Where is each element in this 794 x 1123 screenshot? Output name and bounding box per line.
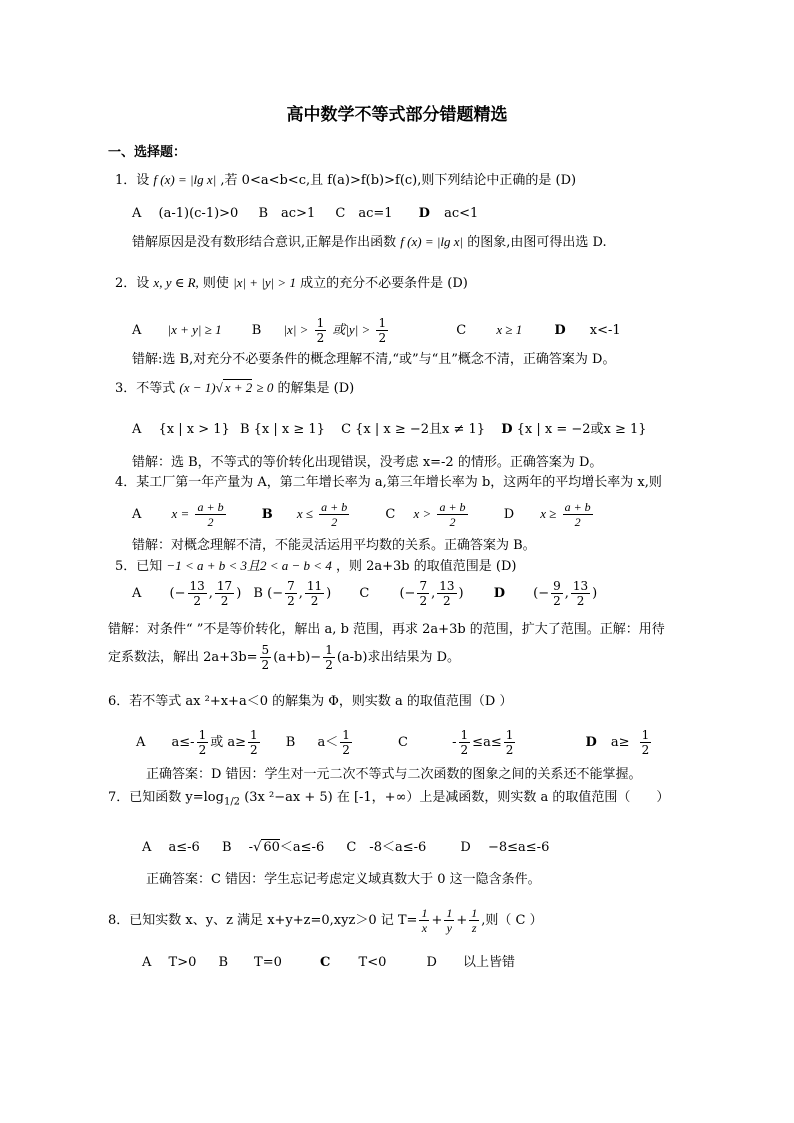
question-2-stem: 2．设 x, y ∈ R, 则使 |x| + |y| > 1 成立的充分不必要条件是 (D)	[115, 275, 468, 291]
option-d-label: D	[501, 422, 513, 437]
question-5-note-line1: 错解：对条件“ ”不是等价转化，解出 a, b 范围，再求 2a+3b 的范围，扩大了范围。正解：用待	[108, 622, 665, 637]
sqrt-sign: √	[253, 840, 262, 855]
question-1-note: 错解原因是没有数形结合意识,正解是作出函数 f (x) = |lg x| 的图象,由图可得出选 D.	[132, 234, 607, 250]
option-a: A T>0	[142, 955, 197, 970]
question-7-options: A a≤-6 B -√ 60＜a≤-6 C -8＜a≤-6 D −8≤a≤-6	[142, 840, 550, 855]
option-a: A (a-1)(c-1)>0	[132, 206, 239, 221]
question-7-note: 正确答案：C 错因：学生忘记考虑定义域真数大于 0 这一隐含条件。	[146, 872, 541, 887]
option-c-label: C	[320, 955, 331, 970]
question-1-stem: 1．设 f (x) = |lg x| ,若 0<a<b<c,且 f(a)>f(b)>f(c),则下列结论中正确的是 (D)	[115, 172, 577, 188]
section-heading: 一、选择题：	[108, 145, 187, 160]
option-d: D 以上皆错	[426, 955, 515, 970]
option-c: x ≥ 1	[496, 322, 523, 337]
question-2-options: A |x + y| ≥ 1 B |x| > $\frac{1}{2}$ 或|y| > $\frac{1}{2}$ C x ≥ 1 D x<-1	[132, 316, 621, 345]
sqrt-sign: √	[215, 380, 223, 395]
fraction: $\frac{1}{2}$	[378, 316, 387, 345]
fraction: $\frac{a + b}{2}$	[564, 500, 591, 529]
option-d-label: D	[554, 323, 566, 338]
option-a: A {x | x > 1}	[132, 422, 230, 437]
option-d: D −8≤a≤-6	[460, 840, 550, 855]
question-3-note: 错解：选 B，不等式的等价转化出现错误，没考虑 x=-2 的情形。正确答案为 D。	[132, 455, 603, 470]
document-title: 高中数学不等式部分错题精选	[286, 105, 508, 125]
option-a: A a≤-6	[142, 840, 200, 855]
question-3-stem: 3．不等式 (x − 1)√ x + 2 ≥ 0 的解集是 (D)	[115, 380, 355, 396]
question-5-options: A (− $\frac{13}{2}$ , $\frac{17}{2}$ ) B (− $\frac{7}{2}$ , $\frac{11}{2}$ ) C (− $\frac{7}{2}$ , $\frac{13}{2}$ ) D (− $\frac{9}{2}$ , $\frac{13}{2}$ )	[132, 579, 598, 608]
fraction: $\frac{a + b}{2}$	[197, 500, 224, 529]
fraction: $\frac{a + b}{2}$	[321, 500, 348, 529]
option-a: |x + y| ≥ 1	[167, 322, 222, 337]
question-6-options: A a≤- $\frac{1}{2}$ 或 a≥ $\frac{1}{2}$ B a＜ $\frac{1}{2}$ C - $\frac{1}{2}$ ≤a≤ $\frac{1}{2}$ D a≥ $\frac{1}{2}$	[136, 728, 650, 757]
question-6-stem: 6．若不等式 ax ²+x+a＜0 的解集为 Φ，则实数 a 的取值范围（D ）	[108, 694, 513, 709]
question-7-stem: 7．已知函数 $y=\log_{1/2}$ (3x ²−ax + 5) 在 [-1，+∞）上是减函数，则实数 a 的取值范围（ ）	[108, 790, 670, 808]
option-b: B {x | x ≥ 1}	[239, 422, 325, 437]
question-6-note: 正确答案：D 错因：学生对一元二次不等式与二次函数的图象之间的关系还不能掌握。	[146, 767, 642, 782]
option-c-label: C	[456, 323, 467, 338]
option-d: x<-1	[589, 323, 621, 338]
question-3-options	[132, 420, 647, 440]
question-2-note: 错解:选 B,对充分不必要条件的概念理解不清,“或”与“且”概念不清，正确答案为 D。	[132, 352, 616, 367]
question-4-stem: 4．某工厂第一年产量为 A，第二年增长率为 a,第三年增长率为 b，这两年的平均增长率为 x,则	[115, 475, 662, 490]
option-c: C -8＜a≤-6	[346, 840, 427, 855]
option-b: B T=0	[218, 955, 282, 970]
option-a-label: A	[132, 323, 142, 338]
question-5-note-line2: 定系数法，解出 2a+3b= $\frac{5}{2}$ (a+b)− $\frac{1}{2}$ (a-b)求出结果为 D。	[108, 643, 461, 672]
option-d-label: D	[418, 206, 430, 221]
question-4-note: 错解：对概念理解不清，不能灵活运用平均数的关系。正确答案为 B。	[132, 538, 536, 553]
question-1-options	[132, 204, 478, 224]
question-4-options: A x = $\frac{a + b}{2}$ B x ≤ $\frac{a + b}{2}$ C x > $\frac{a + b}{2}$ D x ≥ $\frac{a + b}{2}$	[132, 500, 591, 529]
option-d: ac<1	[444, 206, 479, 221]
option-c: C {x | x ≥ −2且x ≠ 1}	[341, 422, 486, 437]
fraction: $\frac{1}{2}$	[316, 316, 325, 345]
option-b: B ac>1	[258, 206, 316, 221]
option-c: T<0	[358, 955, 387, 970]
question-8-stem: 8．已知实数 x、y、z 满足 x+y+z=0,xyz＞0 记 T= $\frac{1}{x}$ + $\frac{1}{y}$ + $\frac{1}{z}$ ,则（ C ）	[108, 906, 543, 935]
question-8-options	[142, 953, 515, 973]
question-5-stem: 5．已知 −1 < a + b < 3且2 < a − b < 4 ，则 2a+3b 的取值范围是 (D)	[115, 558, 517, 574]
option-c: C ac=1	[335, 206, 393, 221]
option-b-label: B	[251, 323, 262, 338]
fraction: $\frac{a + b}{2}$	[439, 500, 466, 529]
option-d: {x | x = −2或x ≥ 1}	[516, 422, 647, 437]
